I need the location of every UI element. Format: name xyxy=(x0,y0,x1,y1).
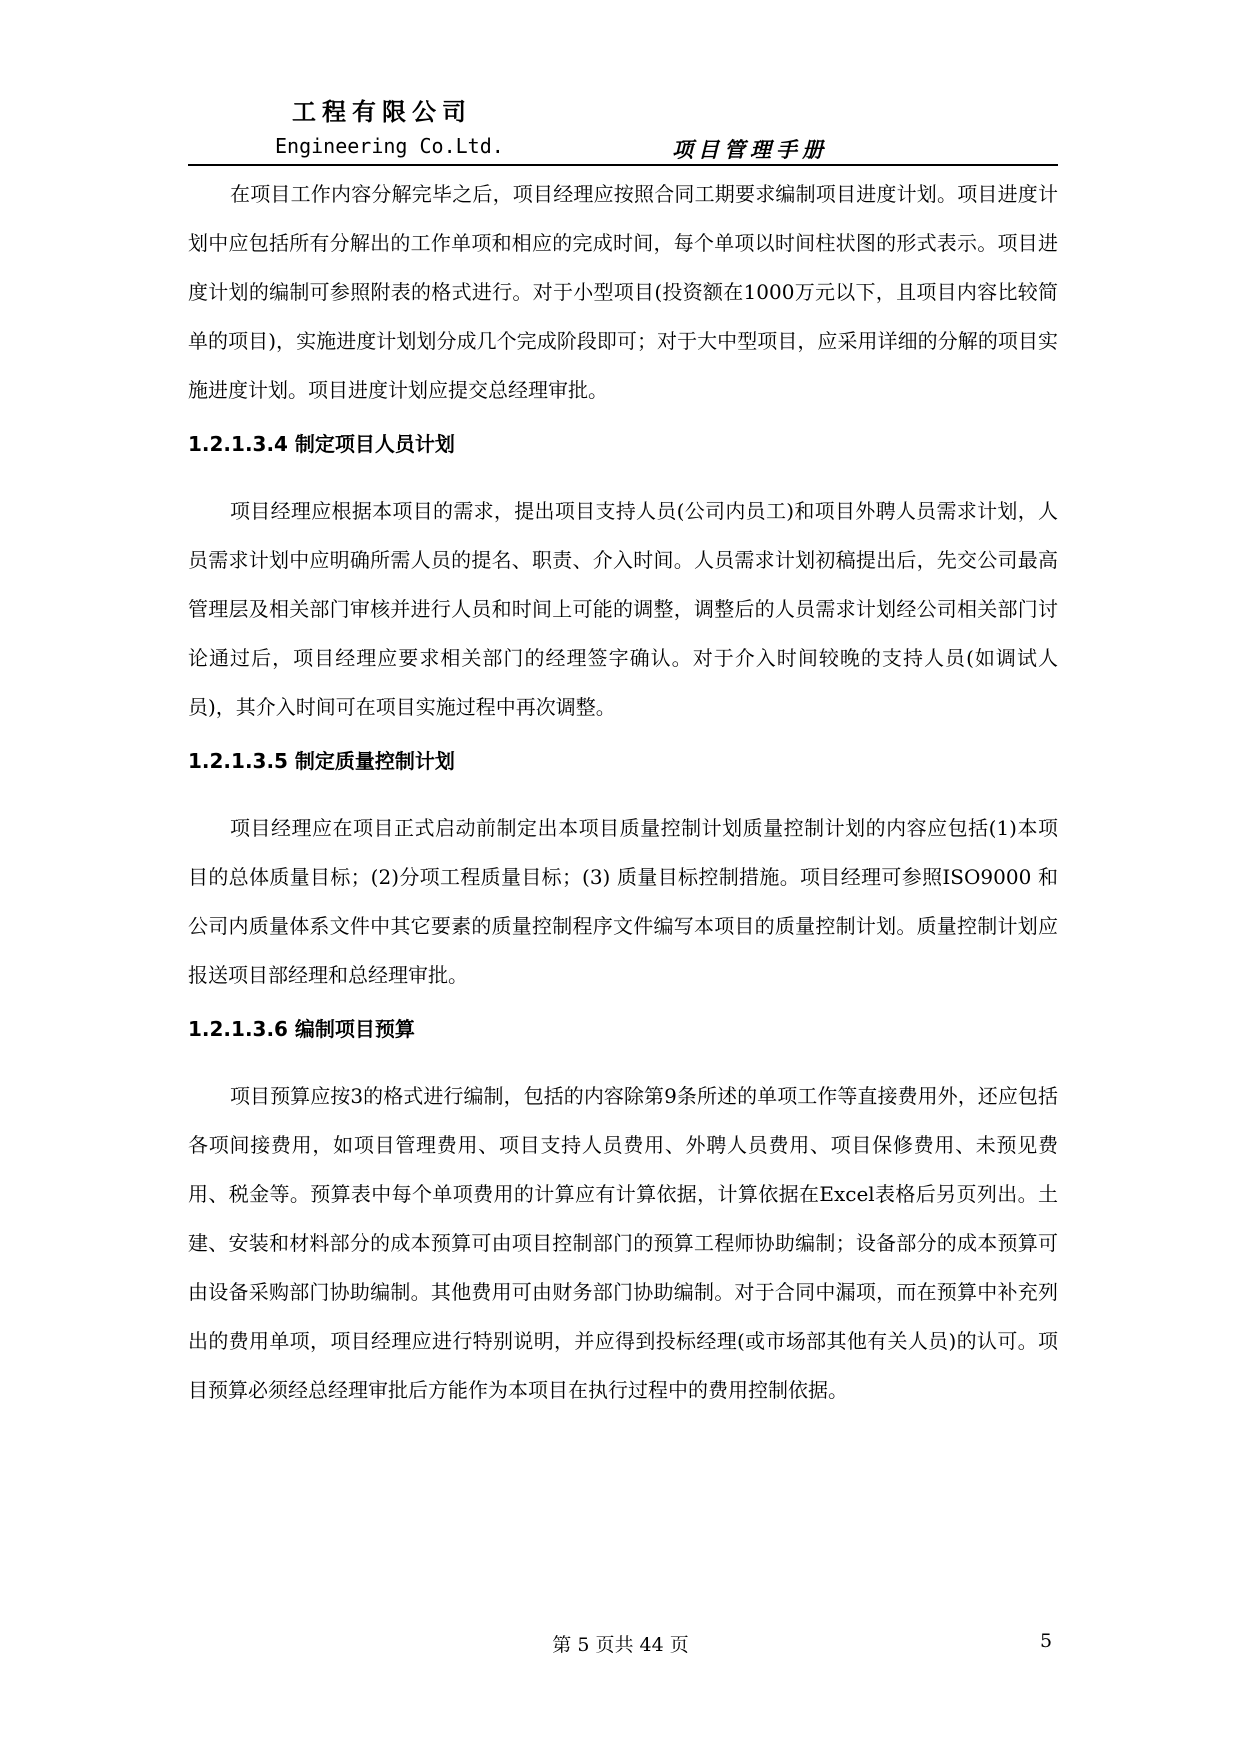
section-heading-budget: 1.2.1.3.6 编制项目预算 xyxy=(188,1017,415,1041)
paragraph-budget: 项目预算应按3的格式进行编制，包括的内容除第9条所述的单项工作等直接费用外，还应包括各项间接费用，如项目管理费用、项目支持人员费用、外聘人员费用、项目保修费用、未预见费用、税金等。预算表中每个单项费用的计算应有计算依据，计算依据在Excel表格后另页列出。土建、安装和材料部分的成本预算可由项目控制部门的预算工程师协助编制；设备部分的成本预算可由设备采购部门协助编制。其他费用可由财务部门协助编制。对于合同中漏项，而在预算中补充列出的费用单项，项目经理应进行特别说明，并应得到投标经理(或市场部其他有关人员)的认可。项目预算必须经总经理审批后方能作为本项目在执行过程中的费用控制依据。 xyxy=(188,1084,1058,1402)
page-number: 5 xyxy=(1040,1630,1053,1652)
header-divider xyxy=(188,164,1058,166)
manual-title: 项目管理手册 xyxy=(672,138,828,162)
page-info: 第 5 页共 44 页 xyxy=(552,1634,689,1656)
section-heading-staffing: 1.2.1.3.4 制定项目人员计划 xyxy=(188,432,455,456)
section-heading-quality: 1.2.1.3.5 制定质量控制计划 xyxy=(188,749,455,773)
document-body xyxy=(188,170,1058,1415)
paragraph-schedule: 在项目工作内容分解完毕之后，项目经理应按照合同工期要求编制项目进度计划。项目进度计划中应包括所有分解出的工作单项和相应的完成时间，每个单项以时间柱状图的形式表示。项目进度计划的编制可参照附表的格式进行。对于小型项目(投资额在1000万元以下，且项目内容比较简单的项目)，实施进度计划划分成几个完成阶段即可；对于大中型项目，应采用详细的分解的项目实施进度计划。项目进度计划应提交总经理审批。 xyxy=(188,182,1058,402)
paragraph-staffing: 项目经理应根据本项目的需求，提出项目支持人员(公司内员工)和项目外聘人员需求计划，人员需求计划中应明确所需人员的提名、职责、介入时间。人员需求计划初稿提出后，先交公司最高管理层及相关部门审核并进行人员和时间上可能的调整，调整后的人员需求计划经公司相关部门讨论通过后，项目经理应要求相关部门的经理签字确认。对于介入时间较晚的支持人员(如调试人员)，其介入时间可在项目实施过程中再次调整。 xyxy=(188,499,1058,719)
paragraph-quality: 项目经理应在项目正式启动前制定出本项目质量控制计划质量控制计划的内容应包括(1)本项目的总体质量目标；(2)分项工程质量目标；(3) 质量目标控制措施。项目经理可参照ISO9000 和公司内质量体系文件中其它要素的质量控制程序文件编写本项目的质量控制计划。质量控制计划应报送项目部经理和总经理审批。 xyxy=(188,816,1058,987)
company-name: 工程有限公司 xyxy=(292,98,472,126)
company-name-en: Engineering Co.Ltd. xyxy=(275,134,504,158)
